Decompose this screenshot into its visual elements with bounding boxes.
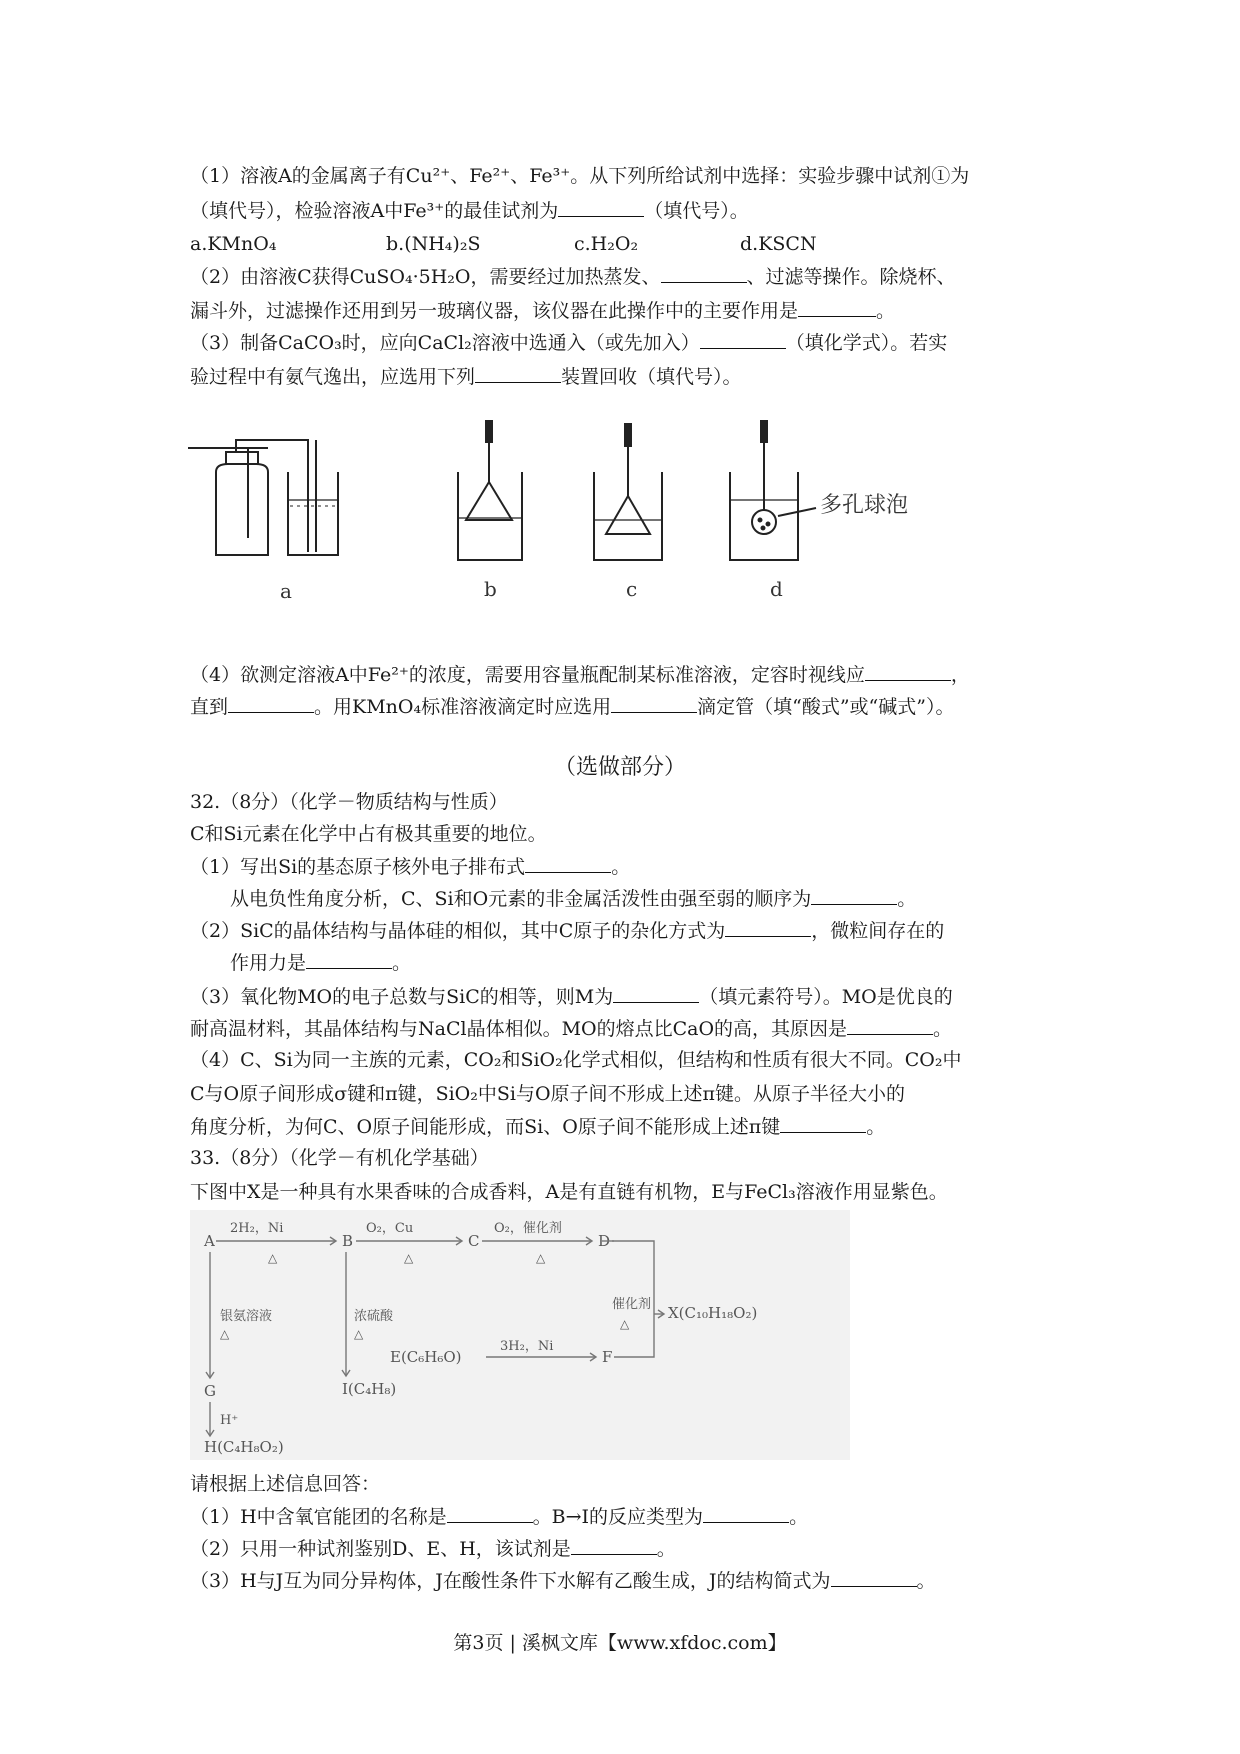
scheme-C: C: [468, 1232, 480, 1250]
apparatus-note: 多孔球泡: [820, 493, 909, 518]
q31-part4-line2: 直到 。用KMnO₄标准溶液滴定时应选用 滴定管（填“酸式”或“碱式”）。: [190, 690, 954, 723]
q32-part3-line1: （3）氧化物MO的电子总数与SiC的相等，则M为 （填元素符号）。MO是优良的: [190, 980, 953, 1013]
scheme-r-AB: 2H₂，Ni: [230, 1221, 284, 1236]
answer-blank[interactable]: [571, 1532, 657, 1555]
apparatus-a: [188, 440, 338, 555]
answer-blank[interactable]: [811, 882, 897, 905]
scheme-delta-BI: △: [354, 1327, 364, 1341]
q32-part1-line2: 从电负性角度分析，C、Si和O元素的非金属活泼性由强至弱的顺序为 。: [230, 882, 916, 915]
answer-blank[interactable]: [661, 260, 747, 283]
answer-blank[interactable]: [306, 946, 392, 969]
q31-options: a.KMnO₄ b.(NH₄)₂S c.H₂O₂ d.KSCN: [190, 233, 817, 255]
scheme-delta-AG: △: [220, 1327, 230, 1341]
answer-blank[interactable]: [558, 194, 644, 217]
elective-title: （选做部分）: [553, 755, 686, 780]
apparatus-label-a: a: [280, 579, 292, 603]
q32-part2-line2: 作用力是 。: [230, 946, 411, 979]
scheme-G: G: [204, 1382, 216, 1400]
answer-blank[interactable]: [525, 850, 611, 873]
scheme-r-GH: H⁺: [220, 1413, 239, 1428]
scheme-r-X: 催化剂: [612, 1297, 652, 1312]
q33-part2: （2）只用一种试剂鉴别D、E、H，该试剂是 。: [190, 1532, 676, 1565]
scheme-E: E(C₆H₆O): [390, 1348, 462, 1366]
q31-part1-line2: （填代号），检验溶液A中Fe³⁺的最佳试剂为 （填代号）。: [190, 194, 749, 227]
scheme-delta-BC: △: [404, 1251, 414, 1265]
answer-blank[interactable]: [798, 294, 876, 317]
scheme-r-EF: 3H₂，Ni: [500, 1339, 554, 1354]
q32-part2-line1: （2）SiC的晶体结构与晶体硅的相似，其中C原子的杂化方式为 ，微粒间存在的: [190, 914, 944, 947]
q33-part1: （1）H中含氧官能团的名称是 。B→I的反应类型为 。: [190, 1500, 808, 1533]
answer-blank[interactable]: [865, 658, 951, 681]
scheme-H: H(C₄H₈O₂): [204, 1438, 284, 1456]
apparatus-label-d: d: [770, 577, 783, 601]
q32-part1-line1: （1）写出Si的基态原子核外电子排布式 。: [190, 850, 630, 883]
scheme-A: A: [204, 1232, 215, 1250]
scheme-r-BI: 浓硫酸: [354, 1309, 394, 1324]
q33-title: 33.（8分）（化学－有机化学基础）: [190, 1147, 489, 1169]
answer-blank[interactable]: [700, 326, 786, 349]
apparatus-figure: [188, 420, 968, 610]
q31-part2-line1: （2）由溶液C获得CuSO₄·5H₂O，需要经过加热蒸发、 、过滤等操作。除烧杯、: [190, 260, 956, 293]
q32-part4-line1: （4）C、Si为同一主族的元素，CO₂和SiO₂化学式相似，但结构和性质有很大不同。CO₂中: [190, 1049, 962, 1071]
scheme-B: B: [342, 1232, 354, 1250]
scheme-delta-CD: △: [536, 1251, 546, 1265]
scheme-F: F: [602, 1348, 613, 1366]
q32-title: 32.（8分）（化学－物质结构与性质）: [190, 791, 508, 813]
answer-blank[interactable]: [447, 1500, 533, 1523]
answer-blank[interactable]: [703, 1500, 789, 1523]
answer-blank[interactable]: [475, 360, 561, 383]
apparatus-label-b: b: [484, 577, 497, 601]
scheme-r-AG: 银氨溶液: [220, 1309, 273, 1324]
apparatus-b: [458, 420, 522, 560]
answer-blank[interactable]: [780, 1110, 866, 1133]
scheme-r-BC: O₂，Cu: [366, 1221, 414, 1236]
apparatus-d: [730, 420, 816, 560]
reaction-scheme: [190, 1210, 850, 1460]
scheme-r-CD: O₂，催化剂: [494, 1221, 562, 1236]
answer-blank[interactable]: [831, 1564, 917, 1587]
q33-ask: 请根据上述信息回答：: [190, 1473, 381, 1495]
apparatus-c: [594, 424, 662, 560]
q31-part4-line1: （4）欲测定溶液A中Fe²⁺的浓度，需要用容量瓶配制某标准溶液，定容时视线应 ，: [190, 658, 970, 691]
q33-part3: （3）H与J互为同分异构体，J在酸性条件下水解有乙酸生成，J的结构简式为 。: [190, 1564, 936, 1597]
scheme-X: X(C₁₀H₁₈O₂): [668, 1304, 758, 1322]
q33-intro: 下图中X是一种具有水果香味的合成香料，A是有直链有机物，E与FeCl₃溶液作用显紫色。: [190, 1181, 948, 1203]
q31-part3-line1: （3）制备CaCO₃时，应向CaCl₂溶液中选通入（或先加入） （填化学式）。若实: [190, 326, 947, 359]
q32-part3-line2: 耐高温材料，其晶体结构与NaCl晶体相似。MO的熔点比CaO的高，其原因是 。: [190, 1012, 952, 1045]
q31-part2-line2: 漏斗外，过滤操作还用到另一玻璃仪器，该仪器在此操作中的主要作用是 。: [190, 294, 895, 327]
q31-part3-line2: 验过程中有氨气逸出，应选用下列 装置回收（填代号）。: [190, 360, 742, 393]
page-footer: 第3页 | 溪枫文库【www.xfdoc.com】: [453, 1632, 787, 1654]
scheme-delta-X: △: [620, 1317, 630, 1331]
answer-blank[interactable]: [228, 690, 314, 713]
answer-blank[interactable]: [613, 980, 699, 1003]
answer-blank[interactable]: [725, 914, 811, 937]
answer-blank[interactable]: [847, 1012, 933, 1035]
apparatus-label-c: c: [626, 577, 638, 601]
scheme-I: I(C₄H₈): [342, 1380, 397, 1398]
q32-part4-line2: C与O原子间形成σ键和π键，SiO₂中Si与O原子间不形成上述π键。从原子半径大小的: [190, 1083, 906, 1105]
scheme-D: D: [598, 1232, 611, 1250]
q32-part4-line3: 角度分析，为何C、O原子间能形成，而Si、O原子间不能形成上述π键 。: [190, 1110, 885, 1143]
answer-blank[interactable]: [611, 690, 697, 713]
scheme-delta-AB: △: [268, 1251, 278, 1265]
q31-part1-line1: （1）溶液A的金属离子有Cu²⁺、Fe²⁺、Fe³⁺。从下列所给试剂中选择：实验步骤中试剂①为: [190, 165, 970, 187]
q32-intro: C和Si元素在化学中占有极其重要的地位。: [190, 823, 547, 845]
